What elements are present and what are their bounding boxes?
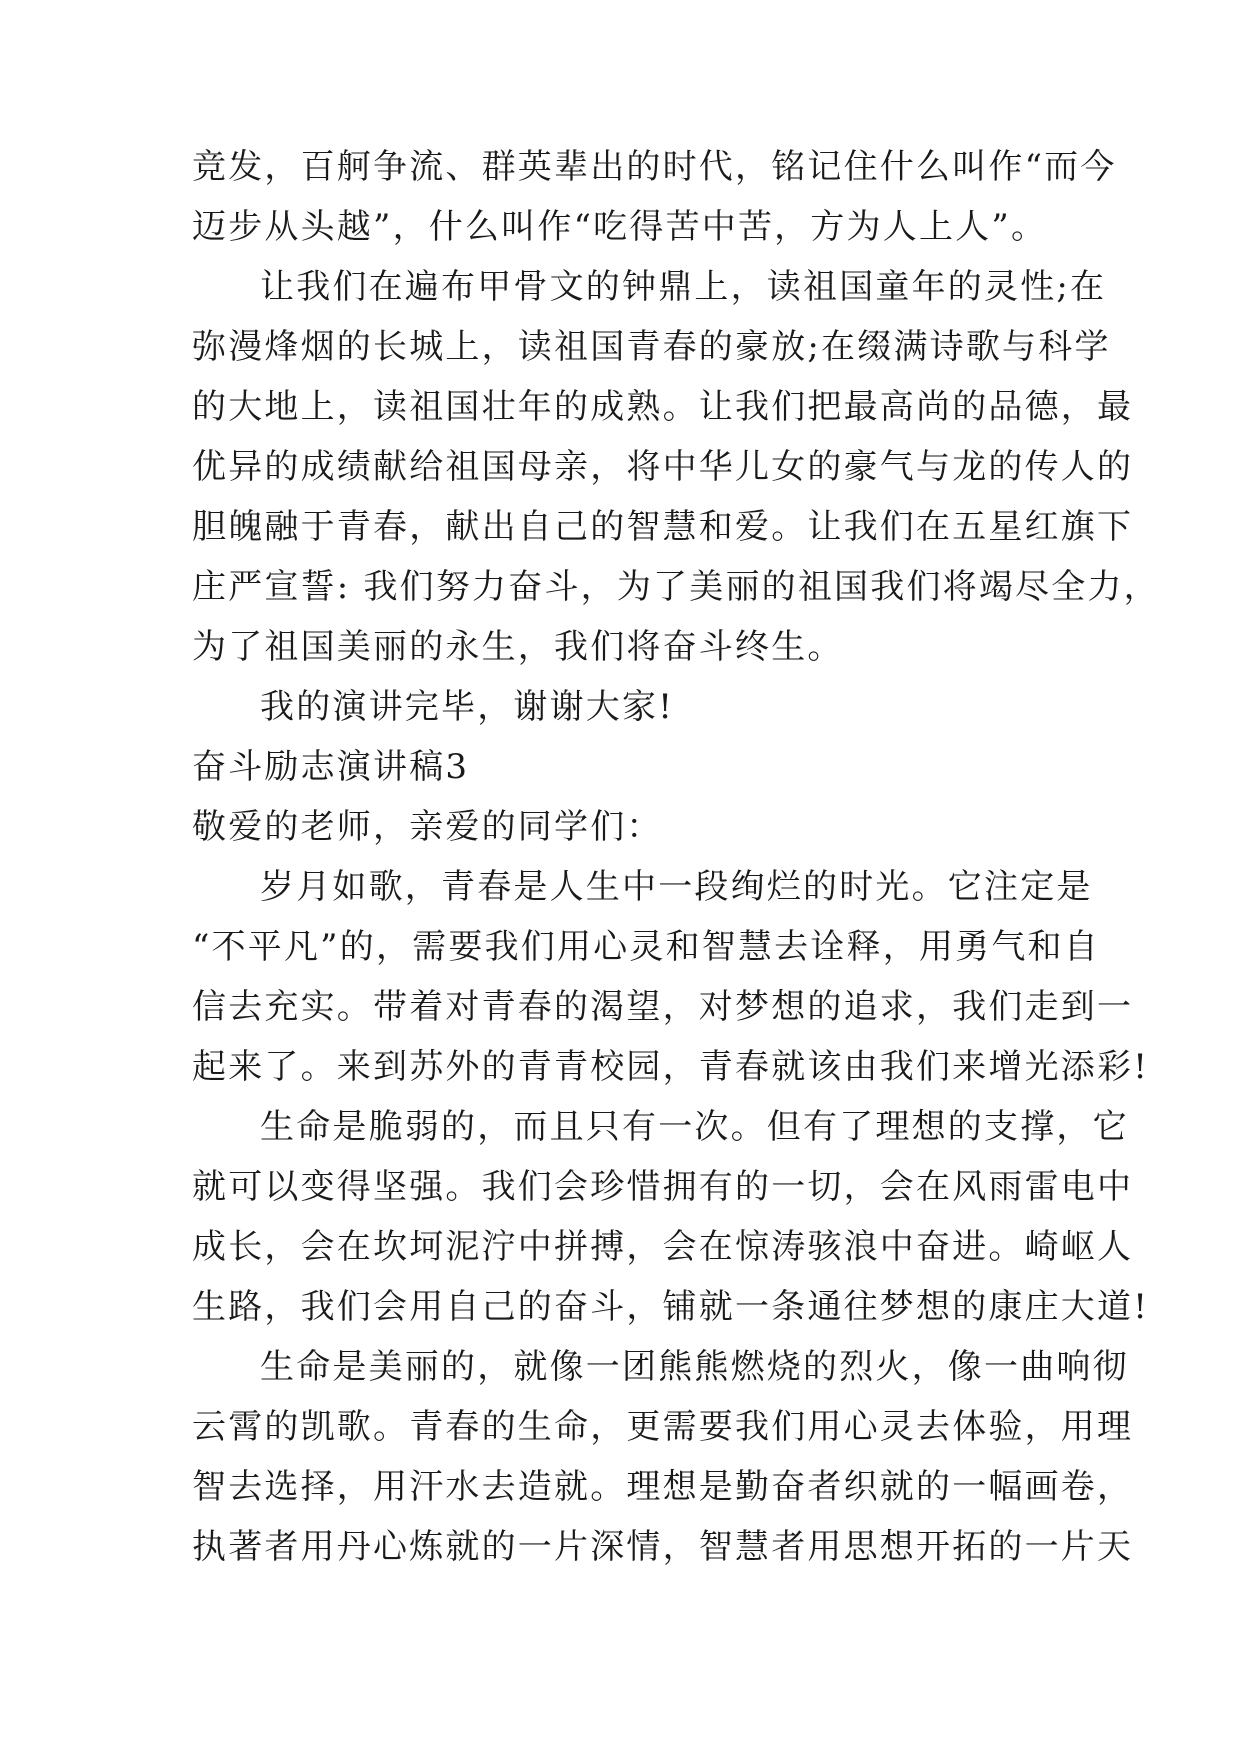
paragraph-first-line: 生命是脆弱的，而且只有一次。但有了理想的支撑，它	[260, 1107, 1129, 1147]
text-line: 优异的成绩献给祖国母亲，将中华儿女的豪气与龙的传人的	[192, 447, 1134, 487]
document-body	[192, 137, 1160, 1577]
text-line: 的大地上，读祖国壮年的成熟。让我们把最高尚的品德，最	[192, 387, 1134, 427]
text-line: 起来了。来到苏外的青青校园，青春就该由我们来增光添彩!	[192, 1047, 1150, 1087]
text-line: 敬爱的老师，亲爱的同学们：	[192, 807, 663, 847]
text-line: 执著者用丹心炼就的一片深情，智慧者用思想开拓的一片天	[192, 1527, 1134, 1567]
text-line: “不平凡”的，需要我们用心灵和智慧去诠释，用勇气和自	[192, 927, 1100, 967]
text-line: 迈步从头越”，什么叫作“吃得苦中苦，方为人上人”。	[192, 207, 1048, 247]
text-line: 胆魄融于青春，献出自己的智慧和爱。让我们在五星红旗下	[192, 507, 1134, 547]
text-line: 为了祖国美丽的永生，我们将奋斗终生。	[192, 627, 844, 667]
text-line: 智去选择，用汗水去造就。理想是勤奋者织就的一幅画卷，	[192, 1467, 1134, 1507]
text-line: 成长，会在坎坷泥泞中拼搏，会在惊涛骇浪中奋进。崎岖人	[192, 1227, 1134, 1267]
paragraph-first-line: 岁月如歌，青春是人生中一段绚烂的时光。它注定是	[260, 867, 1093, 907]
paragraph-first-line: 生命是美丽的，就像一团熊熊燃烧的烈火，像一曲响彻	[260, 1347, 1129, 1387]
text-line: 生路，我们会用自己的奋斗，铺就一条通往梦想的康庄大道!	[192, 1287, 1150, 1327]
text-line: 弥漫烽烟的长城上，读祖国青春的豪放;在缀满诗歌与科学	[192, 327, 1111, 367]
text-line: 竞发，百舸争流、群英辈出的时代，铭记住什么叫作“而今	[192, 147, 1117, 187]
text-line: 信去充实。带着对青春的渴望，对梦想的追求，我们走到一	[192, 987, 1134, 1027]
paragraph-first-line: 让我们在遍布甲骨文的钟鼎上，读祖国童年的灵性;在	[260, 267, 1107, 307]
text-line: 就可以变得坚强。我们会珍惜拥有的一切，会在风雨雷电中	[192, 1167, 1134, 1207]
text-line: 云霄的凯歌。青春的生命，更需要我们用心灵去体验，用理	[192, 1407, 1134, 1447]
text-line: 奋斗励志演讲稿3	[192, 747, 470, 787]
paragraph-first-line: 我的演讲完毕，谢谢大家!	[260, 687, 675, 727]
text-line: 庄严宣誓: 我们努力奋斗，为了美丽的祖国我们将竭尽全力，	[192, 567, 1160, 607]
